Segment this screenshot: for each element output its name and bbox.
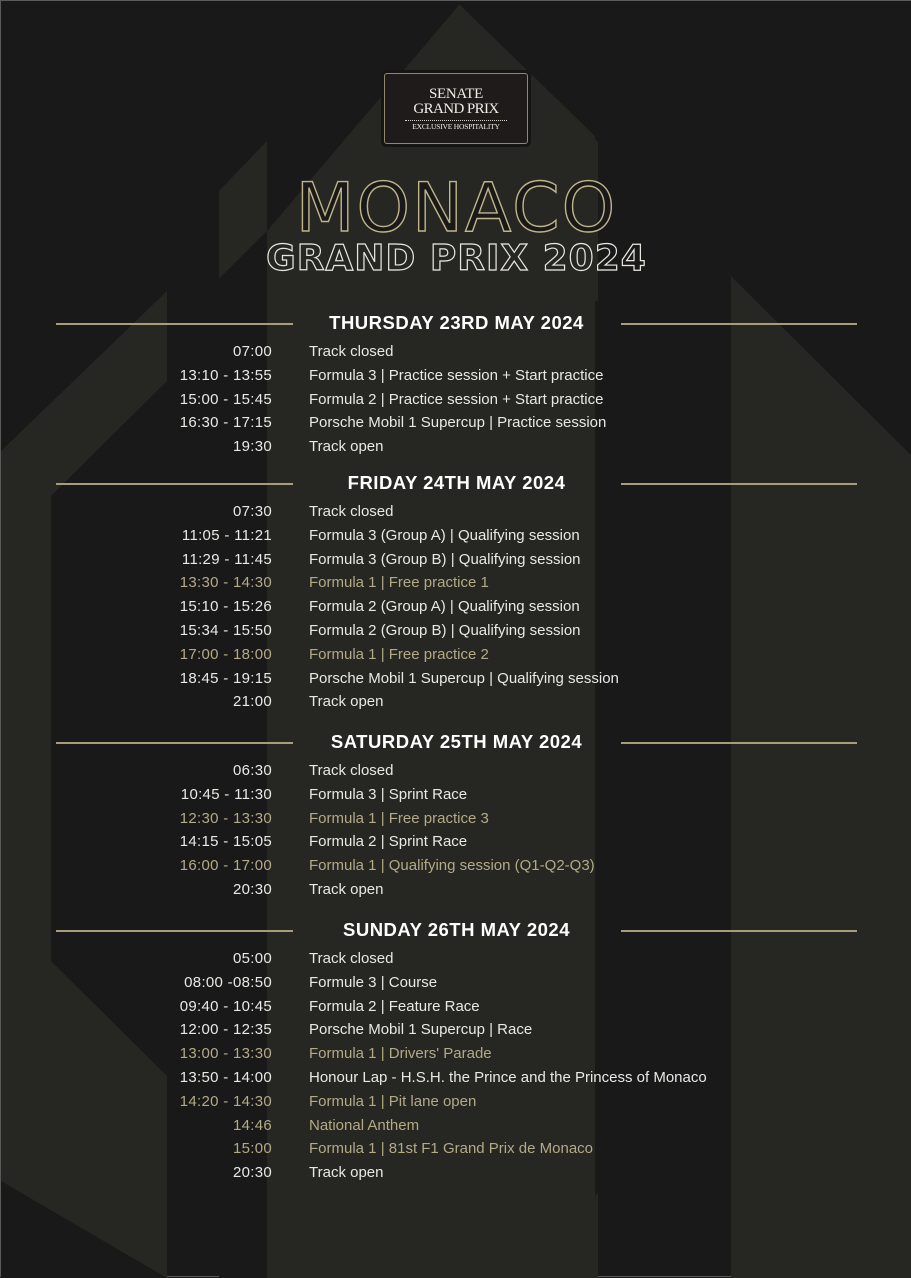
event-name: Formula 3 (Group A) | Qualifying session (309, 526, 580, 544)
event-name: Track open (309, 693, 384, 711)
event-time: 13:00 - 13:30 (179, 1045, 272, 1063)
schedule-row (1, 571, 911, 595)
day-section-sunday (1, 918, 911, 1185)
schedule-row (1, 667, 911, 691)
divider-right (621, 483, 857, 485)
event-time: 09:40 - 10:45 (179, 997, 272, 1015)
event-name: Formula 1 | Qualifying session (Q1-Q2-Q3) (309, 857, 595, 875)
event-time: 06:30 (232, 762, 272, 779)
event-list (1, 340, 911, 459)
divider-right (621, 742, 857, 744)
event-time: 15:10 - 15:26 (179, 598, 272, 616)
schedule-row (1, 807, 911, 831)
title-monaco: MONACO (295, 169, 618, 248)
event-time: 14:15 - 15:05 (179, 833, 272, 851)
event-name: Formula 1 | Drivers' Parade (309, 1045, 492, 1063)
event-name: Track open (309, 880, 384, 898)
event-name: Formula 1 | Free practice 3 (309, 809, 489, 827)
event-time: 16:00 - 17:00 (179, 857, 272, 875)
event-time: 18:45 - 19:15 (179, 669, 272, 687)
day-section-saturday (1, 730, 911, 902)
event-list (1, 759, 911, 902)
event-list (1, 500, 911, 714)
schedule-row (1, 595, 911, 619)
event-name: Porsche Mobil 1 Supercup | Qualifying session (309, 669, 619, 687)
day-title: SUNDAY 26TH MAY 2024 (343, 919, 570, 940)
day-section-thursday (1, 311, 911, 459)
event-time: 12:30 - 13:30 (179, 809, 272, 827)
senate-grand-prix-logo (384, 73, 528, 144)
schedule-row (1, 1137, 911, 1161)
day-title: FRIDAY 24TH MAY 2024 (347, 472, 566, 493)
schedule-row (1, 1066, 911, 1090)
schedule-row (1, 759, 911, 783)
event-time: 19:30 (232, 438, 272, 456)
event-time: 07:00 (232, 343, 272, 360)
event-name: Formula 2 (Group A) | Qualifying session (309, 598, 580, 616)
logo-line-exclusive-hospitality: EXCLUSIVE HOSPITALITY (412, 122, 500, 131)
day-section-friday (1, 471, 911, 714)
event-time: 14:46 (232, 1116, 272, 1134)
day-title: SATURDAY 25TH MAY 2024 (330, 731, 583, 752)
event-name: Formula 1 | Pit lane open (309, 1092, 477, 1110)
event-time: 15:34 - 15:50 (179, 621, 272, 639)
schedule-row (1, 411, 911, 435)
event-time: 21:00 (232, 693, 272, 711)
event-name: Honour Lap - H.S.H. the Prince and the Princess of Monaco (309, 1068, 707, 1086)
event-list (1, 947, 911, 1185)
schedule-row (1, 1090, 911, 1114)
schedule-row (1, 1161, 911, 1185)
schedule-row (1, 548, 911, 572)
event-name: Formula 2 (Group B) | Qualifying session (309, 621, 581, 639)
event-time: 20:30 (232, 880, 272, 898)
event-time: 08:00 -08:50 (184, 973, 272, 991)
event-name: Formula 2 | Sprint Race (309, 833, 468, 851)
schedule-row (1, 830, 911, 854)
event-time: 13:50 - 14:00 (179, 1068, 272, 1086)
event-name: Track closed (309, 503, 394, 520)
schedule-row (1, 878, 911, 902)
event-name: Formula 2 | Practice session + Start practice (309, 390, 604, 408)
event-time: 14:20 - 14:30 (179, 1092, 272, 1110)
schedule-row (1, 500, 911, 524)
day-title: THURSDAY 23RD MAY 2024 (329, 312, 584, 333)
schedule-row (1, 854, 911, 878)
event-time: 07:30 (232, 503, 272, 520)
schedule-row (1, 364, 911, 388)
logo-dotted-divider (405, 120, 507, 121)
event-name: Formule 3 | Course (309, 973, 438, 991)
event-name: Track closed (309, 762, 394, 779)
event-time: 17:00 - 18:00 (179, 645, 272, 663)
event-time: 11:05 - 11:21 (181, 526, 272, 544)
event-name: Formula 1 | Free practice 1 (309, 574, 489, 592)
logo-line-grand-prix: GRAND PRIX (413, 101, 499, 117)
schedule-row (1, 340, 911, 364)
schedule-row (1, 1114, 911, 1138)
schedule-row (1, 619, 911, 643)
divider-right (621, 323, 857, 325)
event-name: Track closed (309, 343, 394, 360)
schedule-row (1, 435, 911, 459)
schedule-row (1, 1018, 911, 1042)
event-name: Track closed (309, 950, 394, 967)
title-grand-prix-2024: GRAND PRIX 2024 (266, 238, 647, 279)
event-time: 16:30 - 17:15 (179, 414, 272, 432)
logo-line-senate: SENATE (428, 86, 484, 102)
event-name: Porsche Mobil 1 Supercup | Race (309, 1021, 533, 1039)
schedule-row (1, 524, 911, 548)
divider-right (621, 930, 857, 932)
event-time: 15:00 - 15:45 (179, 390, 272, 408)
event-name: Porsche Mobil 1 Supercup | Practice session (309, 414, 607, 432)
schedule-row (1, 947, 911, 971)
event-time: 12:00 - 12:35 (179, 1021, 272, 1039)
schedule-row (1, 783, 911, 807)
schedule-row (1, 971, 911, 995)
event-time: 13:30 - 14:30 (179, 574, 272, 592)
event-time: 15:00 (232, 1140, 272, 1158)
event-name: Track open (309, 1164, 384, 1182)
event-name: Formula 2 | Feature Race (309, 997, 480, 1015)
event-name: National Anthem (309, 1116, 420, 1134)
event-name: Formula 3 | Sprint Race (309, 785, 468, 803)
schedule-row (1, 995, 911, 1019)
schedule-row (1, 388, 911, 412)
schedule-row (1, 643, 911, 667)
event-time: 20:30 (232, 1164, 272, 1182)
event-name: Formula 1 | Free practice 2 (309, 645, 489, 663)
event-name: Formula 1 | 81st F1 Grand Prix de Monaco (309, 1140, 594, 1158)
event-name: Track open (309, 438, 384, 456)
schedule-row (1, 690, 911, 714)
event-time: 13:10 - 13:55 (179, 366, 272, 384)
schedule-row (1, 1042, 911, 1066)
event-time: 05:00 (232, 950, 272, 967)
event-name: Formula 3 | Practice session + Start practice (309, 366, 604, 384)
event-name: Formula 3 (Group B) | Qualifying session (309, 550, 581, 568)
event-time: 10:45 - 11:30 (180, 785, 272, 803)
event-time: 11:29 - 11:45 (181, 550, 272, 568)
